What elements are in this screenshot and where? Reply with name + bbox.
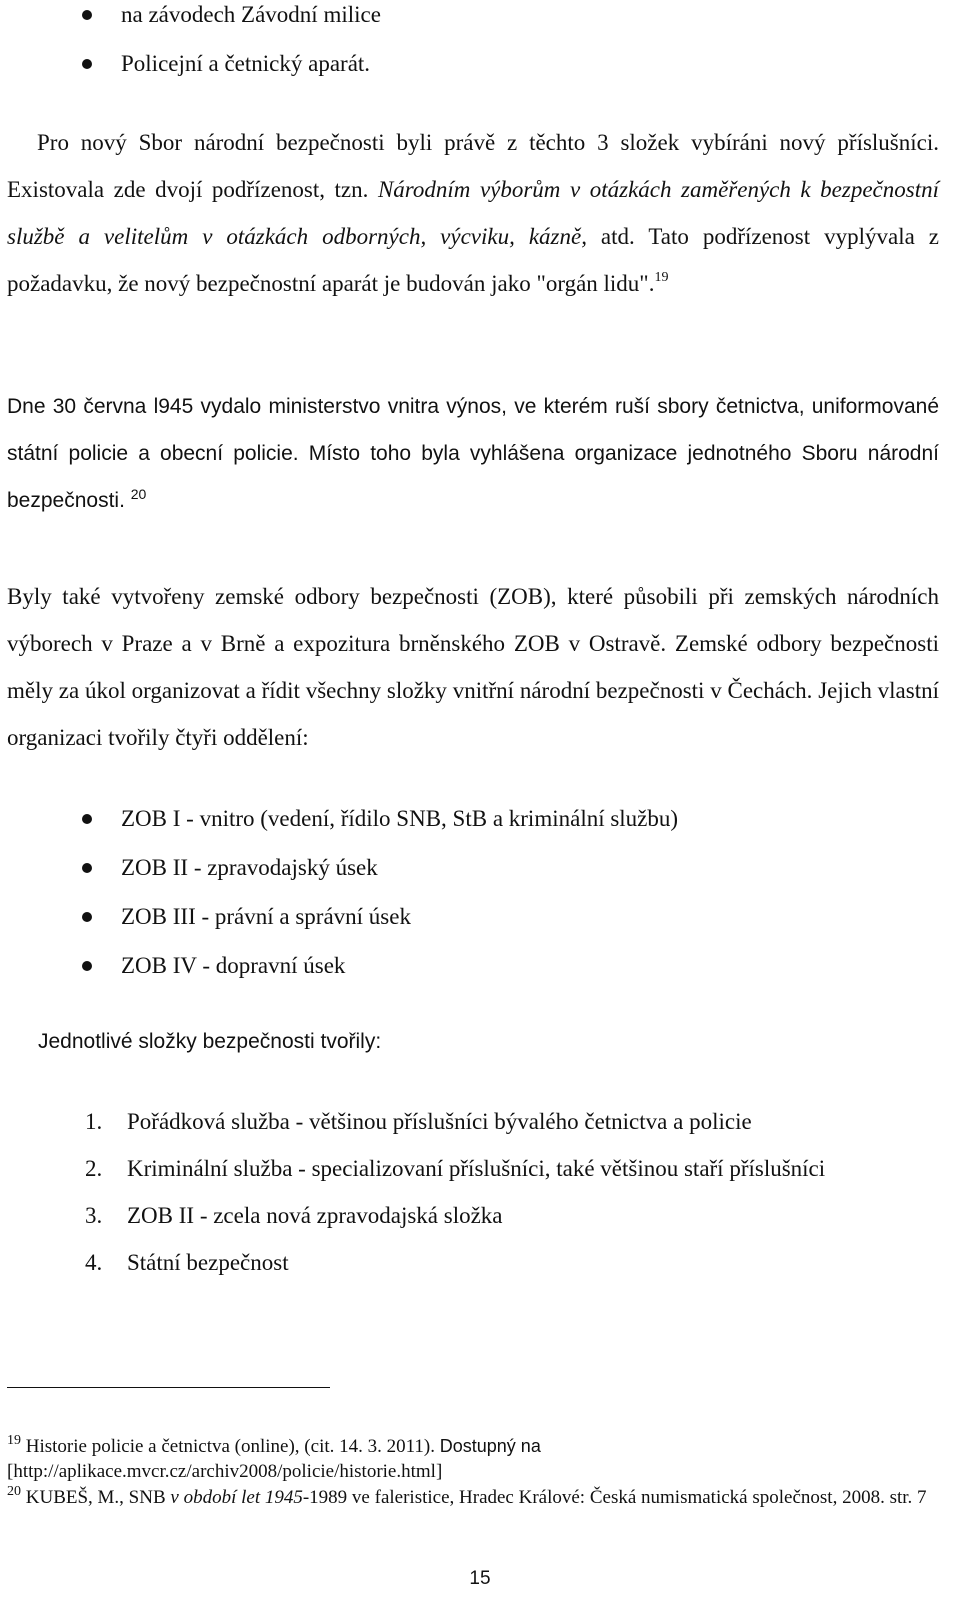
page-number: 15 [469,1568,491,1589]
components-numbered-list [0,1098,960,1286]
list-item: ZOB IV - dopravní úsek [0,951,960,1000]
components-lead: Jednotlivé složky bezpečnosti tvořily: [38,1030,382,1053]
bullet-icon [82,912,92,922]
paragraph-subordination: Pro nový Sbor národní bezpečnosti byli právě z těchto 3 složek vybíráni nový příslušníci. Existovala zde dvojí podřízenost, tzn. Národním výborům v otázkách zaměřených k bezpečnostní službě a velitelům v otázkách odborných, výcviku, kázně, atd. Tato podřízenost vyplývala z požadavku, že nový bezpečnostní aparát je budován jako "orgán lidu".$^{19}$ [7,130,939,296]
list-item: Policejní a četnický aparát. [0,49,960,98]
top-bullet-list [0,0,960,98]
list-item: ZOB II - zpravodajský úsek [0,853,960,902]
footnote-divider [7,1387,330,1388]
list-item: 2. Kriminální služba - specializovaní příslušníci, také většinou staří příslušníci [85,1156,826,1181]
list-item: 3. ZOB II - zcela nová zpravodajská složka [85,1203,503,1228]
bullet-icon [82,961,92,971]
bullet-icon [82,863,92,873]
zob-bullet-list [0,804,960,1000]
paragraph-zob: Byly také vytvořeny zemské odbory bezpečnosti (ZOB), které působili při zemských národních výborech v Praze a v Brně a expozitura brněnského ZOB v Ostravě. Zemské odbory bezpečnosti měly za úkol organizovat a řídit všechny složky vnitřní národní bezpečnosti v Čechách. Jejich vlastní organizaci tvořily čtyři oddělení: [7,584,939,750]
footnote-20: $^{20}$ KUBEŠ, M., SNB v období let 1945-1989 ve faleristice, Hradec Králové: Česká numismatická společnost, 2008. str. 7 [7,1484,927,1508]
footnote-ref[interactable]: 19 [654,270,669,285]
list-item: 1. Pořádková služba - většinou příslušníci bývalého četnictva a policie [85,1109,752,1134]
list-item: ZOB I - vnitro (vedení, řídilo SNB, StB a kriminální službu) [0,804,960,853]
list-item: 4. Státní bezpečnost [85,1250,289,1275]
bullet-icon [82,10,92,20]
footnote-link[interactable]: [http://aplikace.mvcr.cz/archiv2008/policie/historie.html] [7,1461,443,1482]
paragraph-decree: Dne 30 června l945 vydalo ministerstvo vnitra výnos, ve kterém ruší sbory četnictva, uniformované státní policie a obecní policie. Místo toho byla vyhlášena organizace jednotného Sboru národní bezpečnosti. $^{20}$ [7,395,939,512]
footnote-ref[interactable]: 20 [130,486,147,502]
footnote-19: $^{19}$ Historie policie a četnictva (online), (cit. 14. 3. 2011). Dostupný na [http://aplikace.mvcr.cz/archiv2008/policie/historie.html] [7,1433,541,1482]
bullet-icon [82,814,92,824]
list-item: ZOB III - právní a správní úsek [0,902,960,951]
list-item: na závodech Závodní milice [0,0,960,49]
bullet-icon [82,59,92,69]
